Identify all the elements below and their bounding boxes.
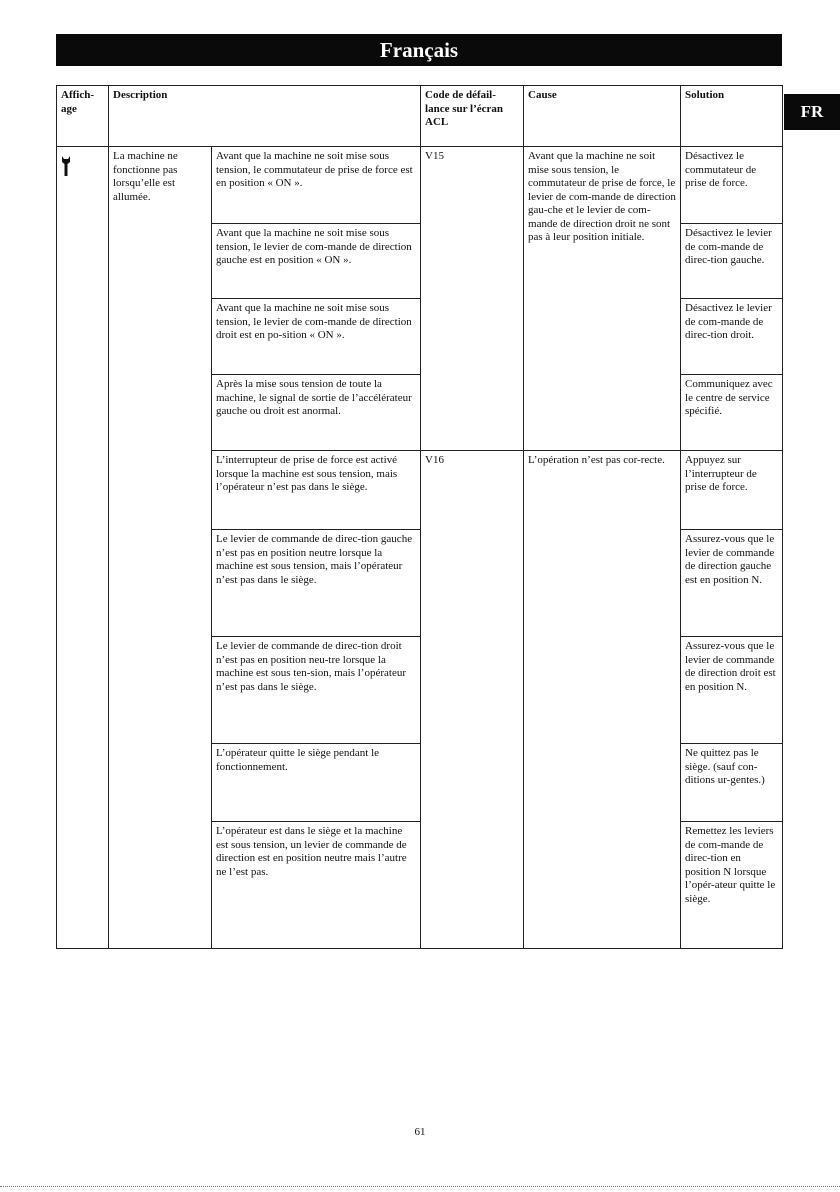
condition-cell: La machine ne fonctionne pas lorsqu’elle est allumée. [109, 147, 212, 949]
header-description: Description [109, 86, 421, 147]
solution-cell: Désactivez le levier de com-mande de direc-tion gauche. [681, 224, 783, 299]
solution-cell: Désactivez le levier de com-mande de direc-tion droit. [681, 299, 783, 375]
language-tab: FR [784, 94, 840, 130]
header-cause: Cause [524, 86, 681, 147]
solution-cell: Communiquez avec le centre de service spécifié. [681, 375, 783, 451]
detail-cell: Avant que la machine ne soit mise sous tension, le levier de com-mande de direction droit est en po-sition « ON ». [212, 299, 421, 375]
code-cell: V15 [421, 147, 524, 451]
detail-cell: L’opérateur quitte le siège pendant le fonctionnement. [212, 744, 421, 822]
detail-cell: Avant que la machine ne soit mise sous tension, le commutateur de prise de force est en position « ON ». [212, 147, 421, 224]
solution-cell: Remettez les leviers de com-mande de direc-tion en position N lorsque l’opér-ateur quitte le siège. [681, 822, 783, 949]
code-cell: V16 [421, 451, 524, 949]
header-display: Affich-age [57, 86, 109, 147]
solution-cell: Assurez-vous que le levier de commande de direction gauche est en position N. [681, 530, 783, 637]
page-number: 61 [414, 1126, 426, 1138]
header-solution: Solution [681, 86, 783, 147]
detail-cell: L’opérateur est dans le siège et la machine est sous tension, un levier de commande de direction est en position neutre mais l’autre ne l’est pas. [212, 822, 421, 949]
page-edge-divider [0, 1186, 840, 1187]
table-header-row [57, 86, 783, 147]
cause-cell: L’opération n’est pas cor-recte. [524, 451, 681, 949]
detail-cell: L’interrupteur de prise de force est activé lorsque la machine est sous tension, mais l’opérateur n’est pas dans le siège. [212, 451, 421, 530]
header-code: Code de défail-lance sur l’écran ACL [421, 86, 524, 147]
detail-cell: Avant que la machine ne soit mise sous tension, le levier de com-mande de direction gauche est en position « ON ». [212, 224, 421, 299]
display-cell [57, 147, 109, 949]
detail-cell: Le levier de commande de direc-tion droit n’est pas en position neu-tre lorsque la machine est sous ten-sion, mais l’opérateur n’est pas dans le siège. [212, 637, 421, 744]
cause-cell: Avant que la machine ne soit mise sous tension, le commutateur de prise de force, le levier de com-mande de direction gau-che et le levier de com-mande de direction droit ne sont pas à leur position initiale. [524, 147, 681, 451]
solution-cell: Ne quittez pas le siège. (sauf con-ditions ur-gentes.) [681, 744, 783, 822]
page-language-banner: Français [56, 34, 782, 66]
detail-cell: Après la mise sous tension de toute la machine, le signal de sortie de l’accélérateur gauche ou droit est anormal. [212, 375, 421, 451]
wrench-icon [61, 155, 71, 177]
detail-cell: Le levier de commande de direc-tion gauche n’est pas en position neutre lorsque la machine est sous tension, mais l’opérateur n’est pas dans le siège. [212, 530, 421, 637]
table-row [57, 147, 783, 224]
solution-cell: Désactivez le commutateur de prise de force. [681, 147, 783, 224]
fault-code-table [56, 85, 783, 949]
solution-cell: Appuyez sur l’interrupteur de prise de force. [681, 451, 783, 530]
solution-cell: Assurez-vous que le levier de commande de direction droit est en position N. [681, 637, 783, 744]
